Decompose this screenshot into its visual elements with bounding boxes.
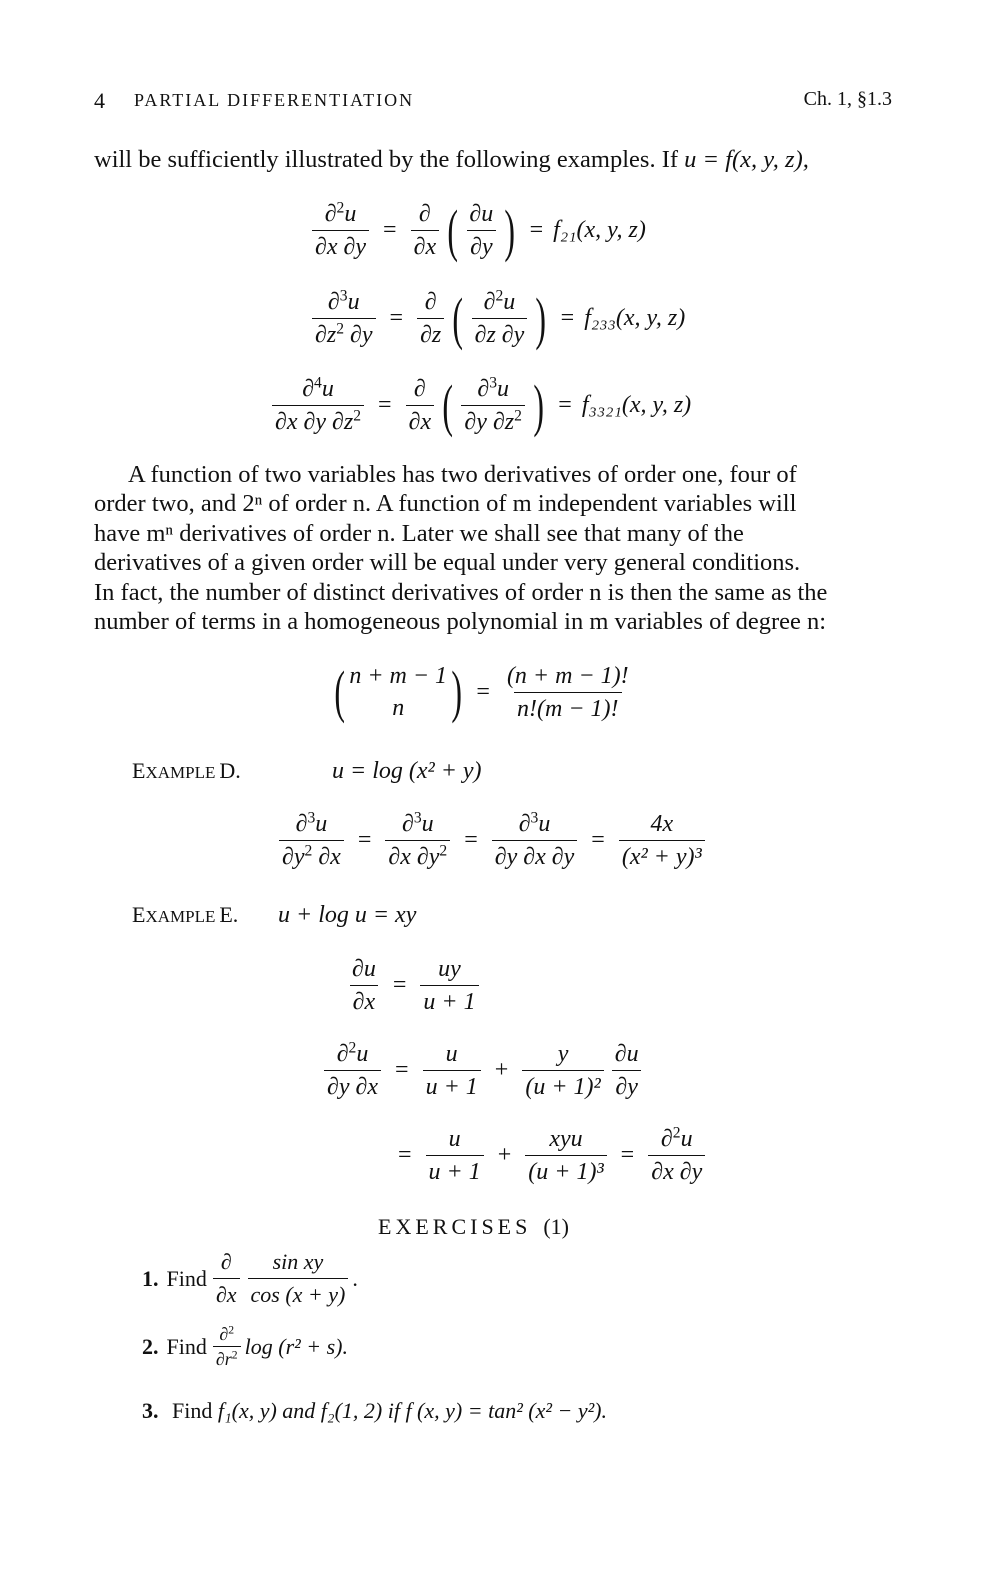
page-number: 4 <box>94 88 105 113</box>
example-d-derivatives: $\frac{\partial^3u}{\partial y^2 \partial x}$ = $\frac{\partial^3u}{\partial x \partial y^2}$ = $\frac{\partial^3u}{\partial y \partial x \partial y}$ = $\frac{4x}{\text{(x² + y)³}}$ <box>275 810 709 871</box>
paragraph-line: derivatives of a given order will be equal under very general conditions. <box>94 549 801 577</box>
example-e-first-derivative: $\frac{\partial u}{\partial x}$ = $\frac{uy}{u + 1}$ <box>345 955 483 1016</box>
paragraph-line: number of terms in a homogeneous polynomial in m variables of degree n: <box>94 608 827 636</box>
example-d-result-numerator: 4x <box>650 811 674 837</box>
binomial-bottom: n <box>392 695 405 721</box>
body-paragraph <box>94 460 894 636</box>
binomial-rhs-numerator: (n + m − 1)! <box>506 662 629 689</box>
exercise-3: 3. Find f₁(x, y) and f₂(1, 2) if f (x, y) = tan² (x² − y²). <box>142 1398 608 1423</box>
intro-text: will be sufficiently illustrated by the following examples. If <box>94 146 679 173</box>
equation-2: $\frac{\partial^3u}{\partial z^2 \partial y}$ = ∂ ∂z ( ∂$^2$u ∂z ∂y ) = f₂₃₃(x, y, z) <box>308 288 685 349</box>
chapter-reference: Ch. 1, §1.3 <box>803 88 892 110</box>
example-d-result-denominator: (x² + y)³ <box>619 840 705 871</box>
exercises-number: (1) <box>543 1214 570 1239</box>
paragraph-line: A function of two variables has two derivatives of order one, four of <box>128 461 797 488</box>
binomial-equation: ( n + m − 1 n ) = $\frac{(n + m - 1)!}{n!(m - 1)!}$ <box>330 660 636 724</box>
intro-line <box>94 145 900 174</box>
equation-3-rhs: f₃₃₂₁(x, y, z) <box>581 392 692 418</box>
example-e-equation: u + log u = xy <box>278 902 417 928</box>
binomial-rhs-denominator: n!(m − 1)! <box>514 692 622 723</box>
equation-2-rhs: f₂₃₃(x, y, z) <box>584 305 686 331</box>
paragraph-line: In fact, the number of distinct derivatives of order n is then the same as the <box>94 578 828 606</box>
equation-1-rhs: f₂₁(x, y, z) <box>553 217 646 243</box>
exercise-2: 2. Find ∂$^2$ $\partial r^2$ log (r² + s). <box>142 1323 348 1369</box>
equation-3: $\frac{\partial^4u}{\partial x \partial y \partial z^2}$ = ∂ ∂x ( ∂$^3$u ∂y $\partial z^2$ ) = f₃₃₂₁(x, y, z) <box>268 375 691 436</box>
example-d-equation: u = log (x² + y) <box>332 758 482 784</box>
exercises-title: EXERCISES <box>378 1214 532 1239</box>
paragraph-line: have mⁿ derivatives of order n. Later we shall see that many of the <box>94 519 744 547</box>
example-e-second-derivative: $\frac{\partial^2u}{\partial y \partial x}$ = $\frac{u}{u + 1}$ + $\frac{y}{\text{(u + 1)²}}$ ∂u ∂y <box>320 1040 646 1101</box>
running-title: PARTIAL DIFFERENTIATION <box>134 90 415 110</box>
intro-math: u = f(x, y, z), <box>684 146 809 173</box>
example-d-label: EXAMPLE D. <box>132 758 241 783</box>
example-e-third-line: = $\frac{u}{u + 1}$ + xyu (u + 1)³ = $\frac{\partial^2u}{\partial x \partial y}$ <box>388 1125 709 1186</box>
exercise-1: 1. Find ∂ ∂x sin xy cos (x + y) . <box>142 1249 358 1307</box>
example-e-label: EXAMPLE E. <box>132 902 239 927</box>
exercises-heading <box>378 1214 569 1240</box>
page-header <box>94 88 892 118</box>
equation-1: $\frac{\partial^2u}{\partial x \partial y}$ = ∂ ∂x ( ∂u ∂y ) = f₂₁(x, y, z) <box>308 200 646 261</box>
paragraph-line: order two, and 2ⁿ of order n. A function of m independent variables will <box>94 490 797 518</box>
binomial-top: n + m − 1 <box>349 663 448 689</box>
